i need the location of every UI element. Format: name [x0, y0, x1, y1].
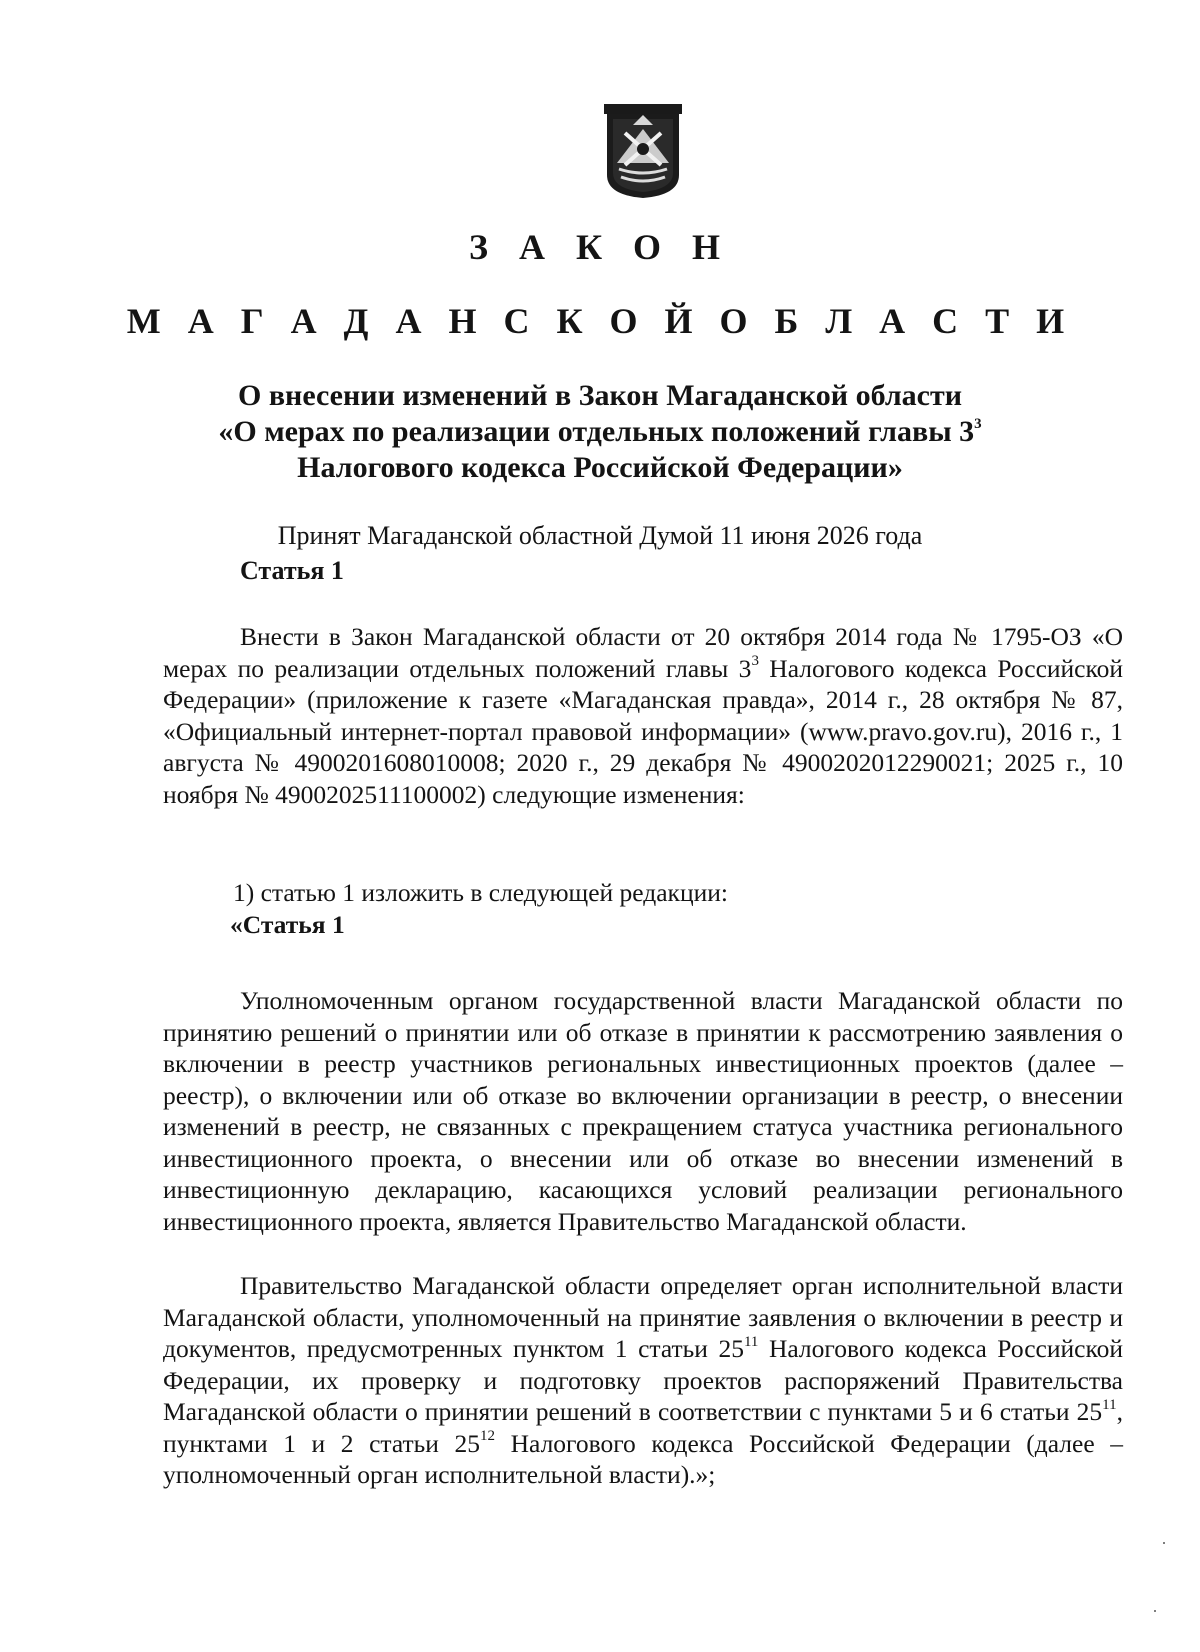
para2-text-c: , пунктами 1 и 2 статьи 25: [163, 1397, 1123, 1458]
superscript: 12: [480, 1428, 496, 1444]
adoption-note: Принят Магаданской областной Думой 11 июня 2026 года: [277, 521, 923, 550]
scan-speck: [1154, 1610, 1156, 1612]
coat-of-arms-emblem: [603, 103, 683, 199]
article-intro-paragraph: [163, 621, 1123, 810]
quoted-paragraph-2: [163, 1270, 1123, 1491]
scan-speck: [1163, 1542, 1165, 1544]
article-heading: Статья 1: [240, 556, 344, 585]
law-title: [0, 378, 1200, 486]
para2-text-b: Налогового кодекса Российской Федерации, их проверку и подготовку проектов распоряжений Правительства Магаданской области о принятии решений в соответствии с пунктами 5 и 6 статьи 25: [163, 1334, 1123, 1426]
superscript: 3: [974, 416, 982, 432]
superscript: 11: [1102, 1396, 1117, 1413]
law-title-line-2-text: «О мерах по реализации отдельных положений главы 3: [218, 415, 975, 448]
amendment-item-1: 1) статью 1 изложить в следующей редакции:: [233, 878, 728, 907]
quoted-paragraph-1: Уполномоченным органом государственной власти Магаданской области по принятию решений о принятии или об отказе в принятии к рассмотрению заявления о включении в реестр участников региональных инвестиционных проектов (далее – реестр), о включении или об отказе во включении организации в реестр, о внесении изменений в реестр, не связанных с прекращением статуса участника регионального инвестиционного проекта, о внесении или об отказе во внесении изменений в инвестиционную декларацию, касающихся условий реализации регионального инвестиционного проекта, является Правительство Магаданской области.: [163, 986, 1123, 1236]
law-title-line-3: Налогового кодекса Российской Федерации»: [297, 451, 903, 484]
issuing-region: М А Г А Д А Н С К О Й О Б Л А С Т И: [126, 301, 1074, 341]
law-title-line-1: О внесении изменений в Закон Магаданской области: [238, 379, 962, 412]
intro-text-2: Налогового кодекса Российской Федерации» (приложение к газете «Магаданская правда», 2014 г., 28 октября № 87, «Официальный интернет-портал правовой информации» (www.pravo.gov.ru), 2016 г., 1 августа № 4900201608010008; 2020 г., 29 декабря № 4900202012290021; 2025 г., 10 ноября № 4900202511100002) следующие изменения:: [163, 653, 1123, 809]
para2-text-d: Налогового кодекса Российской Федерации (далее – уполномоченный орган исполнительной власти).»;: [163, 1428, 1123, 1489]
law-title-line-2: [0, 414, 1200, 450]
superscript: 3: [751, 653, 759, 669]
document-type: З А К О Н: [468, 227, 732, 267]
superscript: 11: [743, 1333, 759, 1350]
quoted-article-heading: «Статья 1: [230, 910, 345, 939]
intro-text-1: Внести в Закон Магаданской области от 20 октября 2014 года № 1795-ОЗ «О мерах по реализации отдельных положений главы 3: [163, 622, 1123, 683]
para2-text-a: Правительство Магаданской области определяет орган исполнительной власти Магаданской области, уполномоченный на принятие заявления о включении в реестр и документов, предусмотренных пунктом 1 статьи 25: [163, 1271, 1123, 1363]
